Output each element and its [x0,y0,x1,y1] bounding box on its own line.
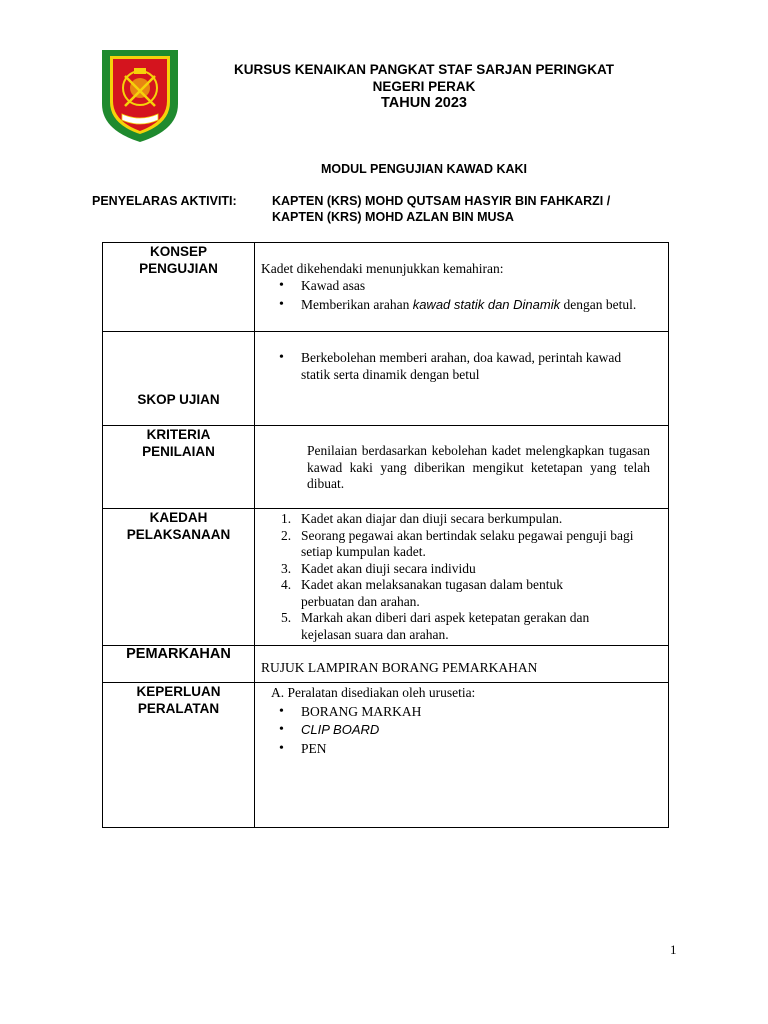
kaedah-content [255,509,669,646]
kaedah-label-l1: KAEDAH [149,510,208,525]
list-item: • BORANG MARKAH [261,704,662,721]
coordinator-label: PENYELARAS AKTIVITI: [92,194,237,208]
list-item: 5. Markah akan diberi dari aspek ketepatan gerakan dan kejelasan suara dan arahan. [281,610,590,642]
konsep-label [103,243,255,332]
konsep-bullet2-italic: kawad statik dan Dinamik [412,297,561,312]
module-table [102,242,669,828]
row-kriteria [103,426,669,509]
coordinator-line-1: KAPTEN (KRS) MOHD QUTSAM HASYIR BIN FAHKARZI / [272,194,611,208]
pemarkahan-label: PEMARKAHAN [103,646,255,683]
konsep-bullet2-pre: Memberikan arahan [301,297,413,312]
row-konsep [103,243,669,332]
kaedah-label [103,509,255,646]
skop-list [261,350,662,383]
header-line-2: NEGERI PERAK [372,79,476,94]
row-kaedah [103,509,669,646]
list-item: 3. Kadet akan diuji secara individu [281,560,476,576]
header-line-1: KURSUS KENAIKAN PANGKAT STAF SARJAN PERINGKAT [233,62,614,77]
keperluan-sub-num: A. [271,685,285,700]
kriteria-content [255,426,669,509]
row-pemarkahan [103,646,669,683]
list-item: • CLIP BOARD [261,722,662,739]
page-number: 1 [670,942,677,957]
list-item [261,297,662,314]
keperluan-sub-text: Peralatan disediakan oleh urusetia: [287,685,476,700]
keperluan-label-l2: PERALATAN [137,701,220,716]
row-skop [103,332,669,426]
kriteria-label [103,426,255,509]
pemarkahan-content: RUJUK LAMPIRAN BORANG PEMARKAHAN [255,646,669,683]
list-item: 4. Kadet akan melaksanakan tugasan dalam bentuk perbuatan dan arahan. [281,577,564,609]
keperluan-label [103,683,255,828]
konsep-content [255,243,669,332]
list-item: 1. Kadet akan diajar dan diuji secara berkumpulan. [281,511,563,526]
skop-content [255,332,669,426]
keperluan-sub [261,685,662,702]
coordinator-line-2: KAPTEN (KRS) MOHD AZLAN BIN MUSA [272,210,514,224]
kaedah-list [261,511,662,643]
list-item: • PEN [261,741,662,758]
list-item: 2. Seorang pegawai akan bertindak selaku pegawai penguji bagi setiap kumpulan kadet. [281,527,634,559]
keperluan-label-l1: KEPERLUAN [136,684,221,699]
kriteria-label-l2: PENILAIAN [142,444,215,459]
emblem-logo [100,46,180,144]
konsep-list [261,278,662,314]
skop-label: SKOP UJIAN [103,332,255,426]
keperluan-list [261,704,662,758]
list-item: • Berkebolehan memberi arahan, doa kawad, perintah kawad statik serta dinamik dengan betul [261,350,662,383]
konsep-bullet2-post: dengan betul. [560,297,637,312]
kriteria-label-l1: KRITERIA [146,427,211,442]
keperluan-content [255,683,669,828]
kriteria-text: Penilaian berdasarkan kebolehan kadet melengkapkan tugasan kawad kaki yang diberikan mengikut ketetapan yang telah dibuat. [307,443,650,491]
kaedah-label-l2: PELAKSANAAN [126,527,231,542]
konsep-label-l1: KONSEP [149,244,207,259]
list-item: • Kawad asas [261,278,662,295]
konsep-label-l2: PENGUJIAN [139,261,218,276]
konsep-intro: Kadet dikehendaki menunjukkan kemahiran: [261,261,504,276]
row-keperluan [103,683,669,828]
header-line-3: TAHUN 2023 [381,95,467,111]
module-title: MODUL PENGUJIAN KAWAD KAKI [320,162,528,176]
